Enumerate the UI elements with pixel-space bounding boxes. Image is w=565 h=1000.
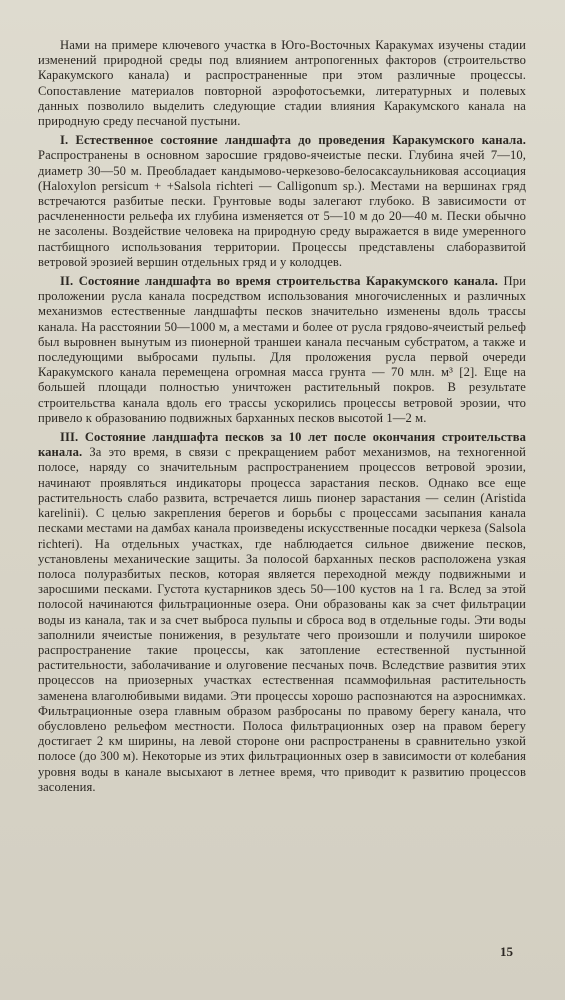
- section-2-paragraph: [38, 274, 526, 426]
- body-text: [38, 38, 526, 799]
- section-1-heading: I. Естественное состояние ландшафта до проведения Каракумского канала.: [60, 133, 526, 148]
- section-3-paragraph: [38, 430, 526, 795]
- section-3-body: За это время, в связи с прекращением работ механизмов, на техногенной полосе, наряду со значительным распространением процессов ветровой эрозии, начинают проявляться индикаторы процесса зарастания песков. Однако все еще растительность слабо развита, встречается лишь пионер зарастания — селин (Aristida karelinii). С целью закрепления берегов и борьбы с процессами засыпания канала песками местами на дамбах канала произведены искусственные посадки черкеза (Salsola richteri). На отдельных участках, где наблюдается сильное движение песков, установлены механические защиты. За полосой барханных песков расположена узкая полоса полуразбитых песков, которая является переходной между подвижными и заросшими песками. Густота кустарников здесь 50—100 кустов на 1 га. Вслед за этой полосой начинаются фильтрационные озера. Они образованы как за счет фильтрации воды из канала, так и за счет выброса пульпы и сброса вод в отдельные годы. Эти воды заполнили ячеистые понижения, в результате чего произошли и получили широкое распространение такие процессы, как затопление естественной пустынной растительности, заболачивание и олуговение песчаных почв. Вследствие развития этих процессов на приозерных участках естественная псаммофильная растительность заменена влаголюбивыми видами. Эти процессы хорошо распознаются на аэроснимках. Фильтрационные озера главным образом разбросаны по правому берегу канала, что обусловлено рельефом местности. Полоса фильтрационных озер на правом берегу достигает 2 км ширины, на левой стороне они распространены в сравнительно узкой полосе (до 300 м). Некоторые из этих фильтрационных озер в зависимости от колебания уровня воды в канале высыхают в летнее время, что приводит к развитию процессов засоления.: [38, 445, 526, 794]
- intro-paragraph: Нами на примере ключевого участка в Юго-Восточных Каракумах изучены стадии изменений природной среды под влиянием антропогенных факторов (строительство Каракумского канала) и распространенные при этом различные процессы. Сопоставление материалов повторной аэрофотосъемки, литературных и полевых данных позволило выделить следующие стадии влияния Каракумского канала на природную среду песчаной пустыни.: [38, 38, 526, 129]
- page-number: 15: [500, 944, 513, 959]
- section-3-heading: III. Состояние ландшафта песков за 10 лет после окончания строительства канала.: [38, 430, 526, 460]
- section-2-body: При проложении русла канала посредством использования многочисленных и различных механизмов естественные ландшафты песков значительно изменены вдоль трассы канала. На расстоянии 50—1000 м, а местами и более от русла грядово-ячеистый рельеф был выровнен вынутым из пионерной траншеи канала песчаным субстратом, а также и последующими выбросами пульпы. Для проложения русла первой очереди Каракумского канала перемещена огромная масса грунта — 70 млн. м³ [2]. Еще на большей площади полностью уничтожен растительный покров. В результате строительства канала вдоль его трассы ускорились процессы ветровой эрозии, что привело к образованию подвижных барханных песков высотой 1—2 м.: [38, 274, 526, 425]
- section-1-paragraph: [38, 133, 526, 270]
- section-1-body: Распространены в основном заросшие грядово-ячеистые пески. Глубина ячей 7—10, диаметр 30—50 м. Преобладает кандымово-черкезово-белосаксаульниковая ассоциация (Haloxylon persicum + +Salsola richteri — Calligonum sp.). Местами на вершинах гряд встречаются разбитые пески. Грунтовые воды залегают глубоко. В зависимости от расчлененности рельефа их глубина изменяется от 5—10 м до 20—40 м. Пески обычно не засолены. Воздействие человека на природную среду выражается в виде умеренного пастбищного использования территории. Процессы представлены слаборазвитой ветровой эрозией вершин отдельных гряд и у колодцев.: [38, 148, 526, 269]
- section-2-heading: II. Состояние ландшафта во время строительства Каракумского канала.: [60, 274, 499, 289]
